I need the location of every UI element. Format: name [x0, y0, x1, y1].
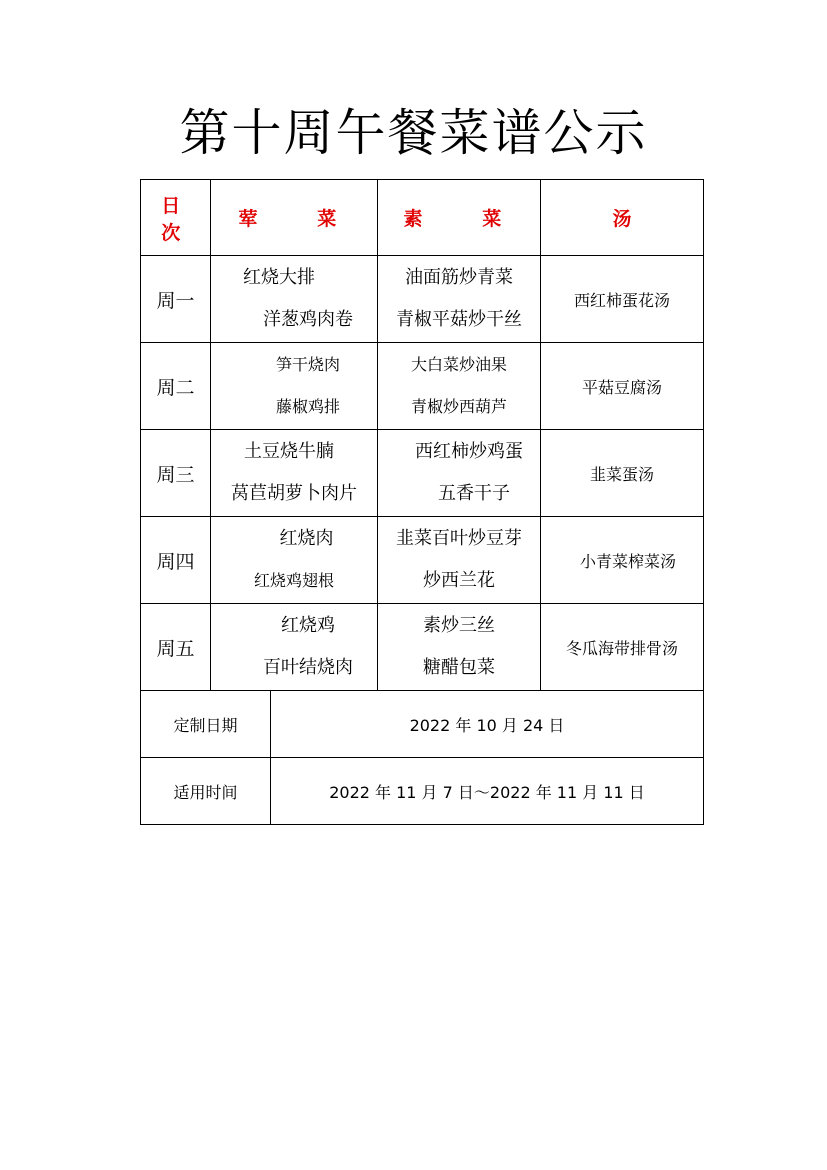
meat-dish: 土豆烧牛腩 [244, 441, 334, 462]
made-date-row [141, 691, 704, 758]
veg-dish: 糖醋包菜 [423, 657, 495, 678]
day-label: 周五 [141, 604, 211, 691]
meat-dish: 红烧鸡 [281, 615, 335, 636]
meat-dish: 藤椒鸡排 [275, 397, 340, 416]
made-date-value: 2022 年 10 月 24 日 [271, 691, 704, 758]
veg-cell [378, 430, 541, 517]
veg-dish: 油面筋炒青菜 [405, 267, 513, 288]
meat-dish: 红烧肉 [279, 528, 334, 549]
meat-dish: 洋葱鸡肉卷 [263, 309, 353, 330]
period-label: 适用时间 [141, 758, 271, 825]
day-label: 周三 [141, 430, 211, 517]
meat-cell [211, 343, 378, 430]
veg-dish: 大白菜炒油果 [410, 355, 507, 374]
veg-dish: 韭菜百叶炒豆芽 [396, 528, 522, 549]
veg-dish: 青椒平菇炒干丝 [396, 309, 522, 330]
meat-cell [211, 256, 378, 343]
meat-dish: 莴苣胡萝卜肉片 [231, 483, 357, 504]
table-row [141, 343, 704, 430]
header-row [141, 180, 704, 256]
soup-cell: 冬瓜海带排骨汤 [541, 604, 704, 691]
veg-dish: 炒西兰花 [423, 570, 495, 591]
header-soup: 汤 [541, 180, 704, 256]
meat-dish: 笋干烧肉 [275, 355, 340, 374]
day-label: 周四 [141, 517, 211, 604]
header-veg: 素 菜 [378, 180, 541, 256]
veg-cell [378, 256, 541, 343]
veg-cell [378, 604, 541, 691]
table-row [141, 256, 704, 343]
veg-cell [378, 343, 541, 430]
soup-cell: 西红柿蛋花汤 [541, 256, 704, 343]
header-day: 日 次 [141, 180, 211, 256]
veg-cell [378, 517, 541, 604]
meat-cell [211, 604, 378, 691]
veg-dish: 西红柿炒鸡蛋 [415, 441, 523, 462]
soup-cell: 韭菜蛋汤 [541, 430, 704, 517]
period-row [141, 758, 704, 825]
veg-dish: 素炒三丝 [423, 615, 495, 636]
meat-dish: 红烧大排 [243, 267, 315, 288]
header-meat: 荤 菜 [211, 180, 378, 256]
meat-cell [211, 430, 378, 517]
table-row [141, 604, 704, 691]
menu-table [140, 179, 704, 825]
day-label: 周二 [141, 343, 211, 430]
table-row [141, 430, 704, 517]
meat-dish: 红烧鸡翅根 [253, 571, 334, 590]
day-label: 周一 [141, 256, 211, 343]
veg-dish: 青椒炒西葫芦 [410, 397, 507, 416]
table-row [141, 517, 704, 604]
made-date-label: 定制日期 [141, 691, 271, 758]
meat-dish: 百叶结烧肉 [263, 657, 353, 678]
page-title: 第十周午餐菜谱公示 [179, 104, 648, 162]
period-value: 2022 年 11 月 7 日～2022 年 11 月 11 日 [271, 758, 704, 825]
soup-cell: 平菇豆腐汤 [541, 343, 704, 430]
veg-dish: 五香干子 [438, 483, 510, 504]
soup-cell: 小青菜榨菜汤 [541, 517, 704, 604]
meat-cell [211, 517, 378, 604]
